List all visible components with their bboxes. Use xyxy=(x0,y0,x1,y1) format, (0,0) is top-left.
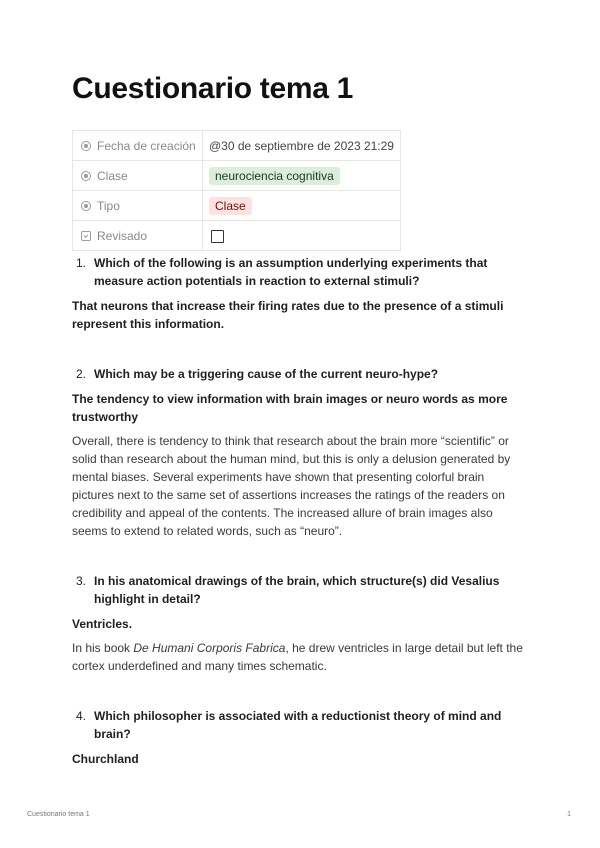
explanation: Overall, there is tendency to think that research about the brain more “scientific” or xyxy=(72,434,509,448)
explanation: seems to extend to related words, such as “neuro”. xyxy=(72,524,343,538)
explanation: solid than research about the human mind, but this is only a delusion generated by xyxy=(72,452,511,466)
explanation: In his book De Humani Corporis Fabrica, he drew ventricles in large detail but left the xyxy=(72,641,523,655)
question-text: brain? xyxy=(94,727,131,741)
answer: Ventricles. xyxy=(72,617,133,631)
clock-icon xyxy=(81,141,91,151)
class-tag[interactable]: neurociencia cognitiva xyxy=(209,167,340,185)
question-text: Which of the following is an assumption underlying experiments that xyxy=(94,256,488,270)
question-text: In his anatomical drawings of the brain, which structure(s) did Vesalius xyxy=(94,574,500,588)
property-value[interactable] xyxy=(203,221,401,251)
answer: represent this information. xyxy=(72,317,225,331)
answer: trustworthy xyxy=(72,410,138,424)
reviewed-checkbox[interactable] xyxy=(211,230,224,243)
explanation: mental biases. Several experiments have shown that presenting colorful brain xyxy=(72,470,485,484)
property-name: Tipo xyxy=(73,191,203,221)
select-icon xyxy=(81,171,91,181)
property-value[interactable] xyxy=(203,191,401,221)
question-number: 1. xyxy=(76,256,87,270)
property-row xyxy=(73,131,401,161)
property-name: Clase xyxy=(73,161,203,191)
type-tag[interactable]: Clase xyxy=(209,197,252,215)
question-text: highlight in detail? xyxy=(94,592,201,606)
select-icon xyxy=(81,201,91,211)
page-number: 1 xyxy=(567,811,571,818)
footer-title: Cuestionario tema 1 xyxy=(27,811,90,818)
property-value[interactable] xyxy=(203,161,401,191)
question-text: measure action potentials in reaction to external stimuli? xyxy=(94,274,420,288)
property-value: @30 de septiembre de 2023 21:29 xyxy=(203,131,401,161)
explanation: pictures next to the same set of assertions increases the ratings of the readers on xyxy=(72,488,505,502)
property-name: Revisado xyxy=(73,221,203,251)
properties-table xyxy=(72,130,401,251)
explanation: credibility and appeal of the contents. The increased allure of brain images also xyxy=(72,506,493,520)
property-row xyxy=(73,221,401,251)
answer: That neurons that increase their firing rates due to the presence of a stimuli xyxy=(72,299,504,313)
question-number: 3. xyxy=(76,574,87,588)
question-number: 4. xyxy=(76,709,87,723)
book-title: De Humani Corporis Fabrica xyxy=(133,641,286,655)
explanation: cortex underdefined and many times schematic. xyxy=(72,659,327,673)
property-name: Fecha de creación xyxy=(73,131,203,161)
answer: The tendency to view information with brain images or neuro words as more xyxy=(72,392,508,406)
checkbox-property-icon xyxy=(81,231,91,241)
property-row xyxy=(73,161,401,191)
question-text: Which may be a triggering cause of the current neuro-hype? xyxy=(94,367,439,381)
page-title: Cuestionario tema 1 xyxy=(72,72,354,105)
question-number: 2. xyxy=(76,367,87,381)
answer: Churchland xyxy=(72,752,139,766)
property-row xyxy=(73,191,401,221)
question-text: Which philosopher is associated with a reductionist theory of mind and xyxy=(94,709,502,723)
